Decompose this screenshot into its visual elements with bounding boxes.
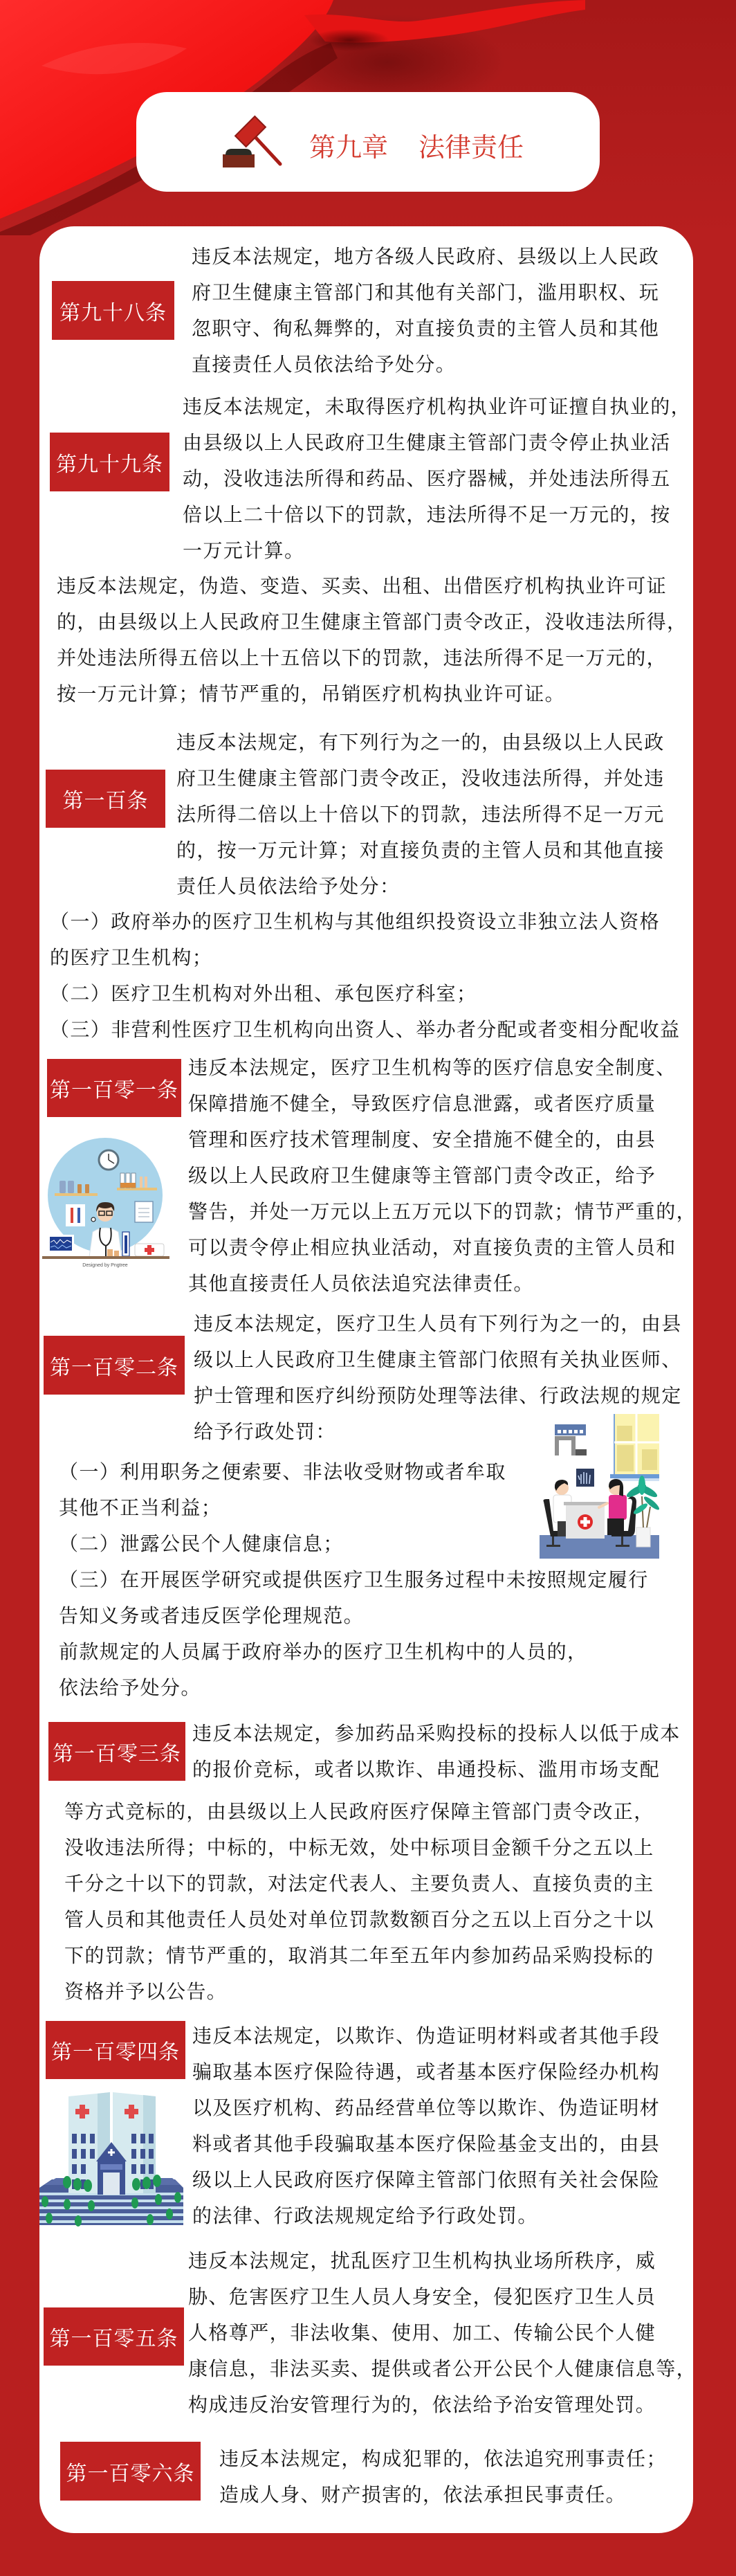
chapter-number: 第九章 bbox=[309, 132, 389, 163]
article-text bbox=[192, 1716, 681, 1788]
text-line: 级以上人民政府医疗保障主管部门依照有关社会保险 bbox=[192, 2168, 661, 2191]
list-item: 依法给予处分。 bbox=[59, 1676, 201, 1699]
article-label: 第一百零一条 bbox=[47, 1059, 181, 1117]
chapter-title bbox=[309, 131, 524, 164]
text-line: 府卫生健康主管部门责令改正，没收违法所得，并处违 bbox=[176, 767, 665, 790]
illustration-caption: Designed by Pngtree bbox=[82, 1263, 128, 1268]
article-text bbox=[192, 2018, 660, 2234]
text-line: 违反本法规定，医疗卫生人员有下列行为之一的，由县 bbox=[194, 1312, 682, 1335]
text-line: 的，由县级以上人民政府卫生健康主管部门责令改正，没收违法所得， bbox=[57, 610, 688, 633]
article-label: 第一百零四条 bbox=[46, 2021, 185, 2079]
article-text-continuation bbox=[64, 1794, 654, 2010]
text-line: 违反本法规定，医疗卫生机构等的医疗信息安全制度、 bbox=[188, 1056, 677, 1079]
text-line: 造成人身、财产损害的，依法承担民事责任。 bbox=[219, 2483, 627, 2506]
text-line: 下的罚款；情节严重的，取消其二年至五年内参加药品采购投标的 bbox=[64, 1944, 654, 1967]
text-line: 管人员和其他责任人员处对单位罚款数额百分之五以上百分之十以 bbox=[64, 1908, 654, 1931]
text-line: 并处违法所得五倍以上十五倍以下的罚款，违法所得不足一万元的， bbox=[57, 646, 668, 669]
text-line: 没收违法所得；中标的，中标无效，处中标项目金额千分之五以上 bbox=[64, 1836, 654, 1859]
text-line: 构成违反治安管理行为的，依法给予治安管理处罚。 bbox=[188, 2393, 656, 2416]
list-item: 其他不正当利益； bbox=[59, 1496, 222, 1519]
text-line: 倍以上二十倍以下的罚款，违法所得不足一万元的，按 bbox=[183, 503, 671, 526]
article-text bbox=[176, 725, 665, 905]
text-line: 违反本法规定，未取得医疗机构执业许可证擅自执业的， bbox=[183, 395, 692, 418]
text-line: 其他直接责任人员依法追究法律责任。 bbox=[188, 1272, 534, 1295]
text-line: 级以上人民政府卫生健康主管部门依照有关执业医师、 bbox=[194, 1348, 682, 1371]
article-label: 第一百条 bbox=[46, 770, 165, 828]
text-line: 可以责令停止相应执业活动，对直接负责的主管人员和 bbox=[188, 1236, 677, 1259]
text-line: 料或者其他手段骗取基本医疗保险基金支出的，由县 bbox=[192, 2132, 661, 2155]
text-line: 胁、危害医疗卫生人员人身安全，侵犯医疗卫生人员 bbox=[188, 2285, 656, 2308]
text-line: 违反本法规定，有下列行为之一的，由县级以上人民政 bbox=[176, 731, 665, 754]
text-line: 府卫生健康主管部门和其他有关部门，滥用职权、玩 bbox=[192, 281, 660, 304]
text-line: 法所得二倍以上十倍以下的罚款，违法所得不足一万元 bbox=[176, 803, 665, 826]
list-item: 前款规定的人员属于政府举办的医疗卫生机构中的人员的， bbox=[59, 1640, 588, 1663]
text-line: 的，按一万元计算；对直接负责的主管人员和其他直接 bbox=[176, 839, 665, 862]
list-item: （一）政府举办的医疗卫生机构与其他组织投资设立非独立法人资格 bbox=[50, 910, 661, 933]
text-line: 等方式竞标的，由县级以上人民政府医疗保障主管部门责令改正， bbox=[64, 1800, 654, 1823]
text-line: 管理和医疗技术管理制度、安全措施不健全的，由县 bbox=[188, 1128, 656, 1151]
text-line: 以及医疗机构、药品经营单位等以欺诈、伪造证明材 bbox=[192, 2096, 661, 2119]
article-text bbox=[188, 2243, 697, 2423]
text-line: 由县级以上人民政府卫生健康主管部门责令停止执业活 bbox=[183, 431, 671, 454]
article-label: 第九十九条 bbox=[50, 433, 169, 491]
text-line: 违反本法规定，地方各级人民政府、县级以上人民政 bbox=[192, 245, 660, 268]
text-line: 康信息，非法买卖、提供或者公开公民个人健康信息等， bbox=[188, 2357, 697, 2380]
text-line: 一万元计算。 bbox=[183, 539, 305, 562]
list-item: （一）利用职务之便索要、非法收受财物或者牟取 bbox=[59, 1460, 506, 1483]
gavel-icon bbox=[220, 114, 282, 169]
text-line: 人格尊严，非法收集、使用、加工、传输公民个人健 bbox=[188, 2321, 656, 2344]
list-item: （三）非营利性医疗卫生机构向出资人、举办者分配或者变相分配收益 bbox=[50, 1018, 681, 1041]
text-line: 级以上人民政府卫生健康等主管部门责令改正，给予 bbox=[188, 1164, 656, 1187]
text-line: 违反本法规定，构成犯罪的，依法追究刑事责任； bbox=[219, 2447, 667, 2470]
article-label: 第一百零二条 bbox=[44, 1336, 185, 1395]
list-item: （二）泄露公民个人健康信息； bbox=[59, 1532, 344, 1555]
text-line: 责任人员依法给予处分： bbox=[176, 875, 401, 898]
text-line: 直接责任人员依法给予处分。 bbox=[192, 353, 457, 376]
article-text bbox=[183, 389, 691, 569]
article-text bbox=[219, 2441, 667, 2513]
text-line: 违反本法规定，参加药品采购投标的投标人以低于成本 bbox=[192, 1722, 681, 1745]
list-item: （三）在开展医学研究或提供医疗卫生服务过程中未按照规定履行 bbox=[59, 1568, 649, 1591]
article-label: 第一百零五条 bbox=[44, 2307, 184, 2366]
list-item: 的医疗卫生机构； bbox=[50, 946, 213, 969]
text-line: 违反本法规定，以欺诈、伪造证明材料或者其他手段 bbox=[192, 2024, 661, 2047]
list-item: 告知义务或者违反医学伦理规范。 bbox=[59, 1604, 365, 1627]
text-line: 资格并予以公告。 bbox=[64, 1980, 228, 2003]
text-line: 给予行政处罚： bbox=[194, 1420, 336, 1443]
text-line: 违反本法规定，伪造、变造、买卖、出租、出借医疗机构执业许可证 bbox=[57, 574, 668, 597]
article-item-list bbox=[50, 904, 680, 1048]
text-line: 动，没收违法所得和药品、医疗器械，并处违法所得五 bbox=[183, 467, 671, 490]
hospital-building-illustration bbox=[39, 2092, 185, 2227]
chapter-header bbox=[136, 92, 600, 192]
text-line: 警告，并处一万元以上五万元以下的罚款；情节严重的， bbox=[188, 1200, 697, 1223]
article-label: 第一百零六条 bbox=[60, 2442, 201, 2501]
article-paragraph-2 bbox=[57, 568, 687, 712]
text-line: 护士管理和医疗纠纷预防处理等法律、行政法规的规定 bbox=[194, 1384, 682, 1407]
text-line: 的法律、行政法规规定给予行政处罚。 bbox=[192, 2204, 538, 2227]
content-card bbox=[39, 226, 697, 2533]
medical-consultation-illustration bbox=[540, 1413, 659, 1559]
chapter-name: 法律责任 bbox=[418, 132, 524, 163]
article-text bbox=[192, 239, 659, 383]
text-line: 违反本法规定，扰乱医疗卫生机构执业场所秩序，威 bbox=[188, 2249, 656, 2272]
list-item: （二）医疗卫生机构对外出租、承包医疗科室； bbox=[50, 982, 477, 1005]
doctor-illustration bbox=[39, 1135, 172, 1270]
article-text bbox=[188, 1050, 697, 1302]
text-line: 按一万元计算；情节严重的，吊销医疗机构执业许可证。 bbox=[57, 682, 566, 705]
text-line: 的报价竞标，或者以欺诈、串通投标、滥用市场支配 bbox=[192, 1758, 661, 1781]
article-label: 第九十八条 bbox=[52, 281, 174, 340]
article-label: 第一百零三条 bbox=[48, 1722, 185, 1781]
text-line: 骗取基本医疗保险待遇，或者基本医疗保险经办机构 bbox=[192, 2060, 661, 2083]
text-line: 千分之十以下的罚款，对法定代表人、主要负责人、直接负责的主 bbox=[64, 1872, 654, 1895]
text-line: 保障措施不健全，导致医疗信息泄露，或者医疗质量 bbox=[188, 1092, 656, 1115]
text-line: 忽职守、徇私舞弊的，对直接负责的主管人员和其他 bbox=[192, 317, 660, 340]
